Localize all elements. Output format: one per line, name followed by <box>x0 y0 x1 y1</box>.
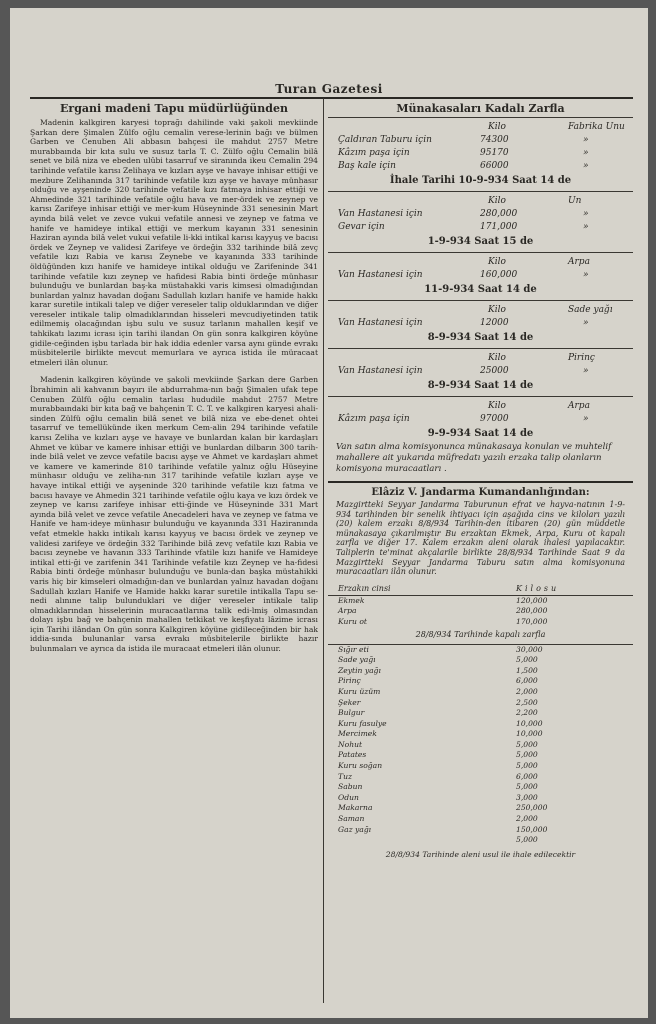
table-row <box>328 606 633 617</box>
quantity: 66000 <box>480 161 509 171</box>
gendarmerie-text: Mazgirtteki Seyyar Jandarma Taburunun efrat ve hayva-natının 1-9-934 tarihinden bir senelik ihtiyacı için aşağıda cins ve kiloları yazılı (20) kalem erzakı 8/8/934 Tarihin-den itibaren (20) gün müddetle münakasaya çıkarılmıştır Bu erzaktan Ekmek, Arpa, Kuru ot kapalı zarfla ve diğer 17. Kalem erzakın aleni olarak ihalesi yapılacaktır. Taliplerin te'minat akçalarile birlikte 28/8/934 Tarihinde Saat 9 da Mazgirtteki Seyyar Jandarma Taburu satın alma komisyonuna muracaatları ilân olunur. <box>336 500 625 577</box>
table-row <box>328 793 633 804</box>
divider <box>328 348 633 349</box>
quantity: 97000 <box>480 414 509 424</box>
recipient: Van Hastanesi için <box>338 270 423 280</box>
recipient: Kâzım paşa için <box>338 148 410 158</box>
qty-header: Kilo <box>488 401 506 411</box>
ditto-mark: » <box>583 148 589 158</box>
tender-section-6 <box>328 400 633 442</box>
qty: 10,000 <box>516 718 543 728</box>
item: Mercimek <box>338 729 377 739</box>
quantity: 12000 <box>480 318 509 328</box>
tender-section-1 <box>328 121 633 189</box>
table-row <box>328 655 633 666</box>
item: Gaz yağı <box>338 824 372 834</box>
col-qty-header: Kilosu <box>516 583 560 593</box>
section-header <box>328 304 633 317</box>
table-footnote: 28/8/934 Tarihinde aleni usul ile ihale edilecektir <box>385 849 576 859</box>
qty: 250,000 <box>516 803 548 813</box>
tender-title: Münakasaları Kadalı Zarfla <box>396 102 565 115</box>
qty: 1,500 <box>516 665 538 675</box>
item: Kuru fasulye <box>338 718 387 728</box>
tender-date: 9-9-934 Saat 14 de <box>427 428 534 439</box>
table-row <box>328 782 633 793</box>
item: Nohut <box>338 739 363 749</box>
section-header <box>328 352 633 365</box>
item: Sabun <box>338 782 363 792</box>
header-rule <box>30 97 633 99</box>
tender-row <box>328 147 633 160</box>
tender-row <box>328 269 633 282</box>
tender-row <box>328 317 633 330</box>
table-row <box>328 676 633 687</box>
item: Kuru ot <box>338 616 367 626</box>
item: Sığır eti <box>338 644 369 654</box>
right-column <box>328 102 633 1007</box>
qty: 3,000 <box>516 792 538 802</box>
qty: 2,000 <box>516 814 538 824</box>
article-paragraph-2: Madenin kalkgiren köyünde ve şakoli mevkiinde Şarkan dere Garben İbrahimin ali kahvanın bayırı ile abdurrahma-nın bağı Şimalen ufak tepe Cenuben Zülfü oğlu cemalin tarlası hududile mahdut 2757 Metre murabbaındaki bir kıta bağ ve bahçenin T. C. T. ve kalkgiren karyesi ahali-sinden Zülfü oğlu cemalin bilâ senet ve bilâ niza ve ebe-denet ohtei tasarruf ve temellükünde iken merkum Cem-alin 294 tarihinde vefatile karısı Zeliha ve kızları ayşe ve havaye ve bunlardan kalan bir kardaşları Ahmet ve kübar ve kamere inhisar ettiği ve bunlardan dilbarın 300 tarih-inde bilâ velet ve zevce vefatile bacısı ayşe ve Ahmet ve kardaşları ahmet ve kamere ve kamerinde 810 tarihinde vefatile yalnız oğlu Hüseyine münhasır olduğu ve zeliha-nın 317 tarihinde vefatile kızları ayşe ve havaye intikal ettiği ve ayşeninde 320 tarihinde vefatile kızı fatma ve bacısı havaye ve Ahmedin 321 tarihinde vefatile oğlu kaya ve kızı ördek ve zeynep ve karısı zarifeye inhisar etti-ğinde ve Hüseyninde 331 Mart ayında bilâ velet ve zevce vefatile Anecadeleri hava ve zeynep ve fatma ve Hanife ve ham-ideye münhasır bulunduğu ve kayanında 331 Haziranında vefat etmekle hakkı intikalı karısı kayyuş ve bacısı ördek ve zeynep ve validesi zarifeye ve ördeğin 332 Tarihinde bilâ zevç vefatile kızı Rabia ve bacısı zeynebe ve havanın 333 Tarihinde vfatile kızı hanife ve Hamideye intikal etti-ği ve zarifenin 341 Tarihinde vefatile kızı Zeynep ve ha-fidesi Rabia binti ördeğe münhasır bulunduğu ve bunla-dan başka müstahikki varis hiç bir kimseleri olmadığın-dan ve bunlardan yalnız havadan doğanı Sadullah kızları Hanife ve Hamide hakkı karar suretile intikalla Tapu se-nedi alınıne talip bulunduklari ve diğer vereseler intikale talip olmadıklarından hisselerinin muracaatlarına talik edi-lmiş olmasından dolayı işbu bağ ve bahçenin mahallen tetkikat ve keşfiyatı lâzime icrası için Tarihi ilândan On gün sonra Kalkgiren köyüne gidileceğinden bir hak iddia-sında bulunanlar varsa evrakı müsbitelerile birlikte hazır bulunmaları ve ayrıca da istida ile muracaat etmeleri ilân olunur. <box>30 375 318 654</box>
table-row <box>328 729 633 740</box>
tender-date: 8-9-934 Saat 14 de <box>427 332 534 343</box>
tender-row <box>328 160 633 173</box>
ditto-mark: » <box>583 318 589 328</box>
item: Kuru üzüm <box>338 686 381 696</box>
quantity: 160,000 <box>480 270 518 280</box>
qty: 2,200 <box>516 708 538 718</box>
recipient: Kâzım paşa için <box>338 414 410 424</box>
item: Kuru soğan <box>338 761 383 771</box>
table-row <box>328 772 633 783</box>
qty: 5,000 <box>516 835 538 845</box>
item: Makarna <box>338 803 373 813</box>
qty: 150,000 <box>516 824 548 834</box>
tender-row <box>328 365 633 378</box>
quantity: 95170 <box>480 148 509 158</box>
left-article-title: Ergani madeni Tapu müdürlüğünden <box>60 102 288 115</box>
qty-header: Kilo <box>488 257 506 267</box>
table-row <box>328 645 633 656</box>
item: Saman <box>338 814 365 824</box>
newspaper-page <box>10 8 648 1018</box>
article-paragraph-1: Madenin kalkgiren karyesi toprağı dahilinde vaki şakoli mevkiinde Şarkan dere Şimalen Zülfo oğlu cemalin verese-lerinin bağı ve bülmen Garben ve Cenuben Ali abbasın bahçesi ile mahdut 2757 Metre murabbaında bir kıta sulu ve susuz tarla T. C. Zülfo oğlu Cemalin bilâ senet ve bilâ niza ve ebeden ulûbi tasarruf ve siranında ikeu Cemalin 294 tarihinde vefatile karısı Zelihaya ve kızları ayşe ve havaye inhisar ettiği ve mezbure Zelihanında 317 tarihinde vefatile kızı ayşe ve havaye münhasır olduğu ve ayşeninde 320 tarihinde vefatile kızı fatmaya inhisar ettiği ve Ahmedinde 321 tarihinde vefatile oğlu hava ve mer-ördek ve zeynep ve karısı Zarifeye inhisar ettiği ve mer-kum Hüseyninde 331 senesinin Mart ayında bilâ velet ve zevce vukui vefatile annesi ve zeynep ve fatma ve hanife ve hamideye intikal ettiği ve merkum kayanın 331 senesinin Haziran ayında bilâ velet vukui vefatile li-kki intikal karısı kayyuş ve bacısı ördek ve Zeynep ve validesi Zarifeye ve ördeğin 332 tarihinde bilâ zevç vefatile kızı Rabia ve karısı Zeynebe ve kayanında 333 tarihinde öldüğünden kızı hanife ve hamideye intikal olduğu ve Zarifeninde 341 tarihinde vefatile kızı zeynep ve hafidesi Rabia binti ördeğe münhasır bulunduğu ve bunlardan baş-ka müstahakki varis kimsesi olmadığından bunlardan yalnız havadan doğanı Sadullah kızları hanife ve hamide hakkı karar suretile intikali talep ve diğer vereseler talip olduklarından ve diğer vereseler intikale talip olmadıklarından hisseleri mevcudiyetinden tatik edilmemiş olacağından işbu sulu ve susuz tarlanın mahallen keşif ve tahkikatı lazımı icrası için tarihi ilandan On gün sonra kalkgiren köyüne gidile-ceğinden işbu tarlada bir hak iddia edenler varsa aynı günde evrakı müsbitelerile birlikte mevcut memurlara ve ayrıca istida ile müracaat etmeleri ilân olunur. <box>30 118 318 367</box>
ditto-mark: » <box>583 135 589 145</box>
item: Ekmek <box>338 595 365 605</box>
table-row <box>328 740 633 751</box>
ditto-mark: » <box>583 414 589 424</box>
table-row <box>328 596 633 607</box>
gendarmerie-title: Elâziz V. Jandarma Kumandanlığından: <box>371 487 590 498</box>
qty-header: Kilo <box>488 196 506 206</box>
divider <box>328 396 633 397</box>
tender-row <box>328 208 633 221</box>
tender-section-5 <box>328 352 633 394</box>
item: Patates <box>338 750 367 760</box>
tender-section-2 <box>328 195 633 250</box>
table-row <box>328 835 633 846</box>
section-rule <box>328 481 633 483</box>
ditto-mark: » <box>583 209 589 219</box>
commodity-header: Sade yağı <box>568 305 613 315</box>
ditto-mark: » <box>583 366 589 376</box>
item: Pirinç <box>338 676 361 686</box>
quantity: 74300 <box>480 135 509 145</box>
table-row <box>328 617 633 628</box>
qty: 5,000 <box>516 739 538 749</box>
qty-header: Kilo <box>488 353 506 363</box>
section-header <box>328 400 633 413</box>
section-header <box>328 195 633 208</box>
qty-header: Kilo <box>488 305 506 315</box>
tender-date: 1-9-934 Saat 15 de <box>427 236 534 247</box>
commodity-header: Un <box>568 196 582 206</box>
table-row <box>328 825 633 836</box>
tender-row <box>328 134 633 147</box>
section-header <box>328 121 633 134</box>
qty: 5,000 <box>516 782 538 792</box>
tender-date: İhale Tarihi 10-9-934 Saat 14 de <box>389 175 572 186</box>
table-row <box>328 814 633 825</box>
recipient: Baş kale için <box>338 161 396 171</box>
ditto-mark: » <box>583 222 589 232</box>
qty: 120,000 <box>516 595 548 605</box>
divider <box>328 117 633 118</box>
table-row <box>328 698 633 709</box>
table-row <box>328 687 633 698</box>
divider <box>328 252 633 253</box>
quantity: 25000 <box>480 366 509 376</box>
recipient: Van Hastanesi için <box>338 209 423 219</box>
divider <box>328 191 633 192</box>
quantity: 280,000 <box>480 209 518 219</box>
qty: 30,000 <box>516 644 543 654</box>
item: Şeker <box>338 697 361 707</box>
section-header <box>328 256 633 269</box>
item: Zeytin yağı <box>338 665 381 675</box>
qty: 10,000 <box>516 729 543 739</box>
recipient: Van Hastanesi için <box>338 318 423 328</box>
recipient: Gevar için <box>338 222 385 232</box>
commodity-header: Fabrika Unu <box>568 122 625 132</box>
ditto-mark: » <box>583 161 589 171</box>
qty: 5,000 <box>516 655 538 665</box>
recipient: Van Hastanesi için <box>338 366 423 376</box>
tender-row <box>328 413 633 426</box>
commodity-header: Pirinç <box>568 353 595 363</box>
ditto-mark: » <box>583 270 589 280</box>
qty: 170,000 <box>516 616 548 626</box>
qty: 2,000 <box>516 686 538 696</box>
item: Arpa <box>338 606 357 616</box>
table-header <box>328 583 633 596</box>
commodity-header: Arpa <box>568 401 590 411</box>
table-row <box>328 719 633 730</box>
table-row <box>328 708 633 719</box>
table-row <box>328 761 633 772</box>
left-column <box>30 102 318 1002</box>
tender-date: 8-9-934 Saat 14 de <box>427 380 534 391</box>
tender-section-4 <box>328 304 633 346</box>
provisions-table-open <box>328 644 633 859</box>
col-item-header: Erzakın cinsi <box>338 583 391 593</box>
table-row <box>328 750 633 761</box>
tender-row <box>328 221 633 234</box>
divider <box>328 300 633 301</box>
recipient: Çaldıran Taburu için <box>338 135 432 145</box>
qty: 2,500 <box>516 697 538 707</box>
table-note: 28/8/934 Tarihinde kapalı zarfla <box>415 629 546 639</box>
column-divider <box>323 98 324 1003</box>
qty: 280,000 <box>516 606 548 616</box>
item: Tuz <box>338 771 352 781</box>
tender-date: 11-9-934 Saat 14 de <box>424 284 537 295</box>
item: Bulgur <box>338 708 365 718</box>
item: Sade yağı <box>338 655 376 665</box>
commodity-header: Arpa <box>568 257 590 267</box>
table-row <box>328 803 633 814</box>
qty: 6,000 <box>516 676 538 686</box>
tender-note: Van satın alma komisyonunca münakasaya konulan ve muhtelif mahallere ait yukarıda müfredatı yazılı erzaka talip olanların komisyona muracaatları . <box>336 442 612 474</box>
qty: 5,000 <box>516 750 538 760</box>
qty-header: Kilo <box>488 122 506 132</box>
newspaper-masthead: Turan Gazetesi <box>275 82 383 96</box>
tender-section-3 <box>328 256 633 298</box>
quantity: 171,000 <box>480 222 518 232</box>
item: Odun <box>338 792 359 802</box>
qty: 6,000 <box>516 771 538 781</box>
qty: 5,000 <box>516 761 538 771</box>
table-row <box>328 666 633 677</box>
provisions-table-closed <box>328 583 633 642</box>
